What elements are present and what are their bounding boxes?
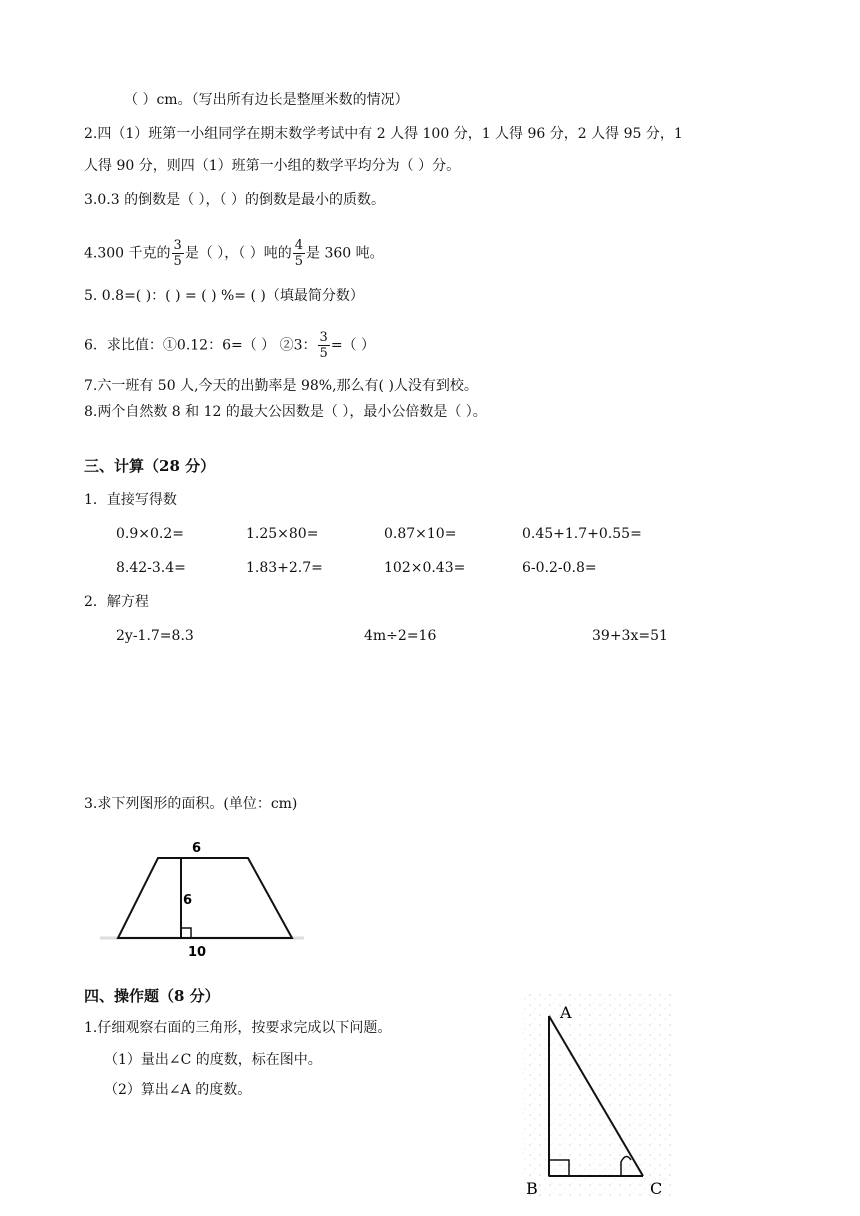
question-4-part1: 4.300 千克的	[84, 245, 171, 262]
subsection-equations: 2．解方程	[84, 594, 149, 610]
question-4-part2: 是（ ），（ ）吨的	[184, 245, 292, 262]
calc-item: 0.9×0.2=	[116, 526, 184, 542]
question-4	[84, 238, 384, 269]
calc-item: 8.42-3.4=	[116, 560, 186, 576]
question-7: 7.六一班有 50 人,今天的出勤率是 98%,那么有( )人没有到校。	[84, 378, 478, 394]
trapezoid-figure	[100, 830, 310, 965]
equation: 4m÷2=16	[364, 628, 437, 644]
section-3-heading: 三、计算（28 分）	[84, 457, 216, 475]
operation-question-1: 1.仔细观察右面的三角形，按要求完成以下问题。	[84, 1020, 392, 1036]
question-4-part3: 是 360 吨。	[306, 245, 384, 262]
question-2-line1: 2.四（1）班第一小组同学在期末数学考试中有 2 人得 100 分，1 人得 96 分，2 人得 95 分，1	[84, 126, 683, 142]
trapezoid-bottom-label: 10	[188, 945, 207, 960]
equation: 2y-1.7=8.3	[116, 628, 194, 644]
subsection-area: 3.求下列图形的面积。(单位：cm)	[84, 796, 298, 812]
trapezoid-height-label: 6	[183, 893, 193, 908]
fraction-3-5: $\frac{3}{5}$	[173, 238, 182, 269]
vertex-c-label: C	[650, 1179, 663, 1198]
calc-item: 1.83+2.7=	[246, 560, 323, 576]
subsection-direct-answers: 1．直接写得数	[84, 492, 177, 508]
fraction-4-5: $\frac{4}{5}$	[294, 238, 303, 269]
question-2-line2: 人得 90 分，则四（1）班第一小组的数学平均分为（ ）分。	[84, 158, 461, 174]
calc-item: 0.45+1.7+0.55=	[522, 526, 642, 542]
triangle-figure	[518, 992, 678, 1200]
question-6	[84, 330, 375, 361]
vertex-a-label: A	[560, 1003, 572, 1022]
question-8: 8.两个自然数 8 和 12 的最大公因数是（ ），最小公倍数是（ ）。	[84, 404, 487, 420]
vertex-b-label: B	[526, 1179, 538, 1198]
equation: 39+3x=51	[592, 628, 668, 644]
trapezoid-top-label: 6	[192, 841, 202, 856]
question-6-part2: =（ ）	[330, 337, 375, 354]
q1-answer-line: （ ）cm。（写出所有边长是整厘米数的情况）	[124, 92, 409, 108]
fraction-3-5-ratio: $\frac{3}{5}$	[319, 330, 328, 361]
operation-question-1b: （2）算出∠A 的度数。	[104, 1082, 252, 1098]
calc-item: 102×0.43=	[384, 560, 466, 576]
calc-item: 0.87×10=	[384, 526, 457, 542]
calc-item: 6-0.2-0.8=	[522, 560, 597, 576]
section-4-heading: 四、操作题（8 分）	[84, 987, 220, 1005]
question-6-part1: 6．求比值：①0.12：6=（ ） ②3：	[84, 337, 317, 354]
operation-question-1a: （1）量出∠C 的度数，标在图中。	[104, 1052, 322, 1068]
question-5: 5. 0.8=( )：( ) = ( ) %= ( )（填最简分数）	[84, 288, 364, 304]
calc-item: 1.25×80=	[246, 526, 319, 542]
question-3: 3.0.3 的倒数是（ ），（ ）的倒数是最小的质数。	[84, 192, 385, 208]
